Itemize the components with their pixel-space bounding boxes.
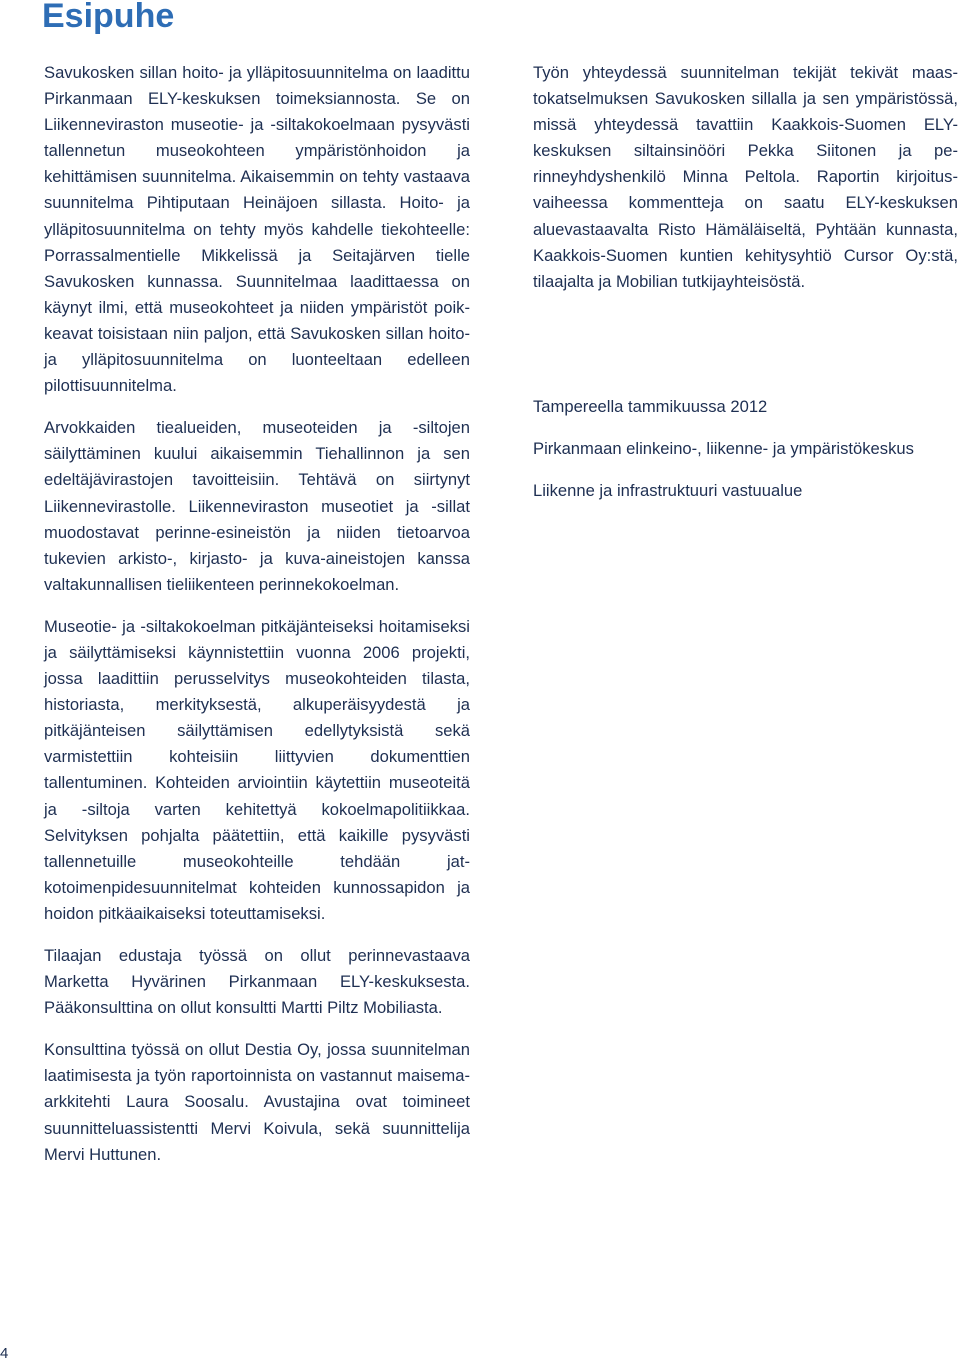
body-paragraph: Savukosken sillan hoito- ja ylläpitosuunnitelma on laadittu Pirkanmaan ELY-keskuksen toimeksiannosta. Se on Liikenneviraston museotie- ja -siltakokoelmaan pysyvästi tallennetun museokohteen ympäristönhoidon ja kehittämisen suunnitelma. Aikaisemmin on tehty vastaava suunnitelma Pihtiputaan Heinäjoen sillasta. Hoito- ja ylläpitosuunnitelma on tehty myös kahdelle tiekohteelle: Porrassalmentielle Mikkelissä ja Seitajärven tielle Savukosken kunnassa. Suunnitelmaa laadittaessa on käynyt ilmi, että museokohteet ja niiden ympäristöt poikkeavat toisistaan niin paljon, että Savukosken sillan hoito- ja ylläpitosuunnitelma on luonteeltaan edelleen pilottisuunnitelma. [44, 63, 470, 396]
body-paragraph: Työn yhteydessä suunnitelman tekijät tekivät maastokatselmuksen Savukosken sillalla ja sen ympäristössä, missä yhteydessä tavattiin Kaakkois-Suomen ELY-keskuksen siltainsinööri Pekka Siitonen ja perinneyhdyshenkilö Minna Peltola. Raportin kirjoitusvaiheessa kommentteja on saatu ELY-keskuksen aluevastaavalta Risto Hämäläiseltä, Pyhtään kunnasta, Kaakkois-Suomen kuntien kehitysyhtiö Cursor Oy:stä, tilaajalta ja Mobilian tutkijayhteisöstä. [533, 63, 958, 291]
page-number: 4 [0, 1345, 9, 1362]
left-column [44, 60, 470, 1168]
signature-unit: Liikenne ja infrastruktuuri vastuualue [533, 481, 803, 500]
signature-place-date: Tampereella tammikuussa 2012 [533, 397, 768, 416]
right-column [533, 60, 958, 295]
signature-organization: Pirkanmaan elinkeino-, liikenne- ja ympäristökeskus [533, 439, 914, 458]
signature-place-date-block [533, 394, 958, 420]
body-paragraph: Tilaajan edustaja työssä on ollut perinnevastaava Marketta Hyvärinen Pirkanmaan ELY-keskuksesta. Pääkonsulttina on ollut konsultti Martti Piltz Mobiliasta. [44, 946, 470, 1018]
body-paragraph: Museotie- ja -siltakokoelman pitkäjänteiseksi hoitamiseksi ja säilyttämiseksi käynnistettiin vuonna 2006 projekti, jossa laadittiin perusselvitys museokohteiden tilasta, historiasta, merkityksestä, alkuperäisyydestä ja pitkäjänteisen säilyttämisen edellytyksistä sekä varmistettiin kohteisiin liittyvien dokumenttien tallentuminen. Kohteiden arviointiin käytettiin museoteitä ja -siltoja varten kehitettyä kokoelmapolitiikkaa. Selvityksen pohjalta päätettiin, että kaikille pysyvästi tallennetuille museokohteille tehdään jatkotoimenpidesuunnitelmat kohteiden kunnossapidon ja hoidon pitkäaikaiseksi toteuttamiseksi. [44, 616, 470, 923]
signature-unit-block [533, 478, 958, 504]
page-title: Esipuhe [42, 0, 175, 35]
body-paragraph: Konsulttina työssä on ollut Destia Oy, jossa suunnitelman laatimisesta ja työn raportoinnista on vastannut maisema-arkkitehti Laura Soosalu. Avustajina ovat toimineet suunnitteluassistentti Mervi Koivula, sekä suunnittelija Mervi Huttunen. [44, 1040, 470, 1164]
signature-organization-block [533, 436, 958, 462]
body-paragraph: Arvokkaiden tiealueiden, museoteiden ja -siltojen säilyttäminen kuului aikaisemmin Tiehallinnon ja sen edeltäjävirastojen tavoitteisiin. Tehtävä on siirtynyt Liikennevirastolle. Liikenneviraston museotiet ja -sillat muodostavat perinne-esineistön ja niiden tietoarvoa tukevien arkisto-, kirjasto- ja kuva-aineistojen kanssa valtakunnallisen tieliikenteen perinnekokoelman. [44, 418, 470, 594]
